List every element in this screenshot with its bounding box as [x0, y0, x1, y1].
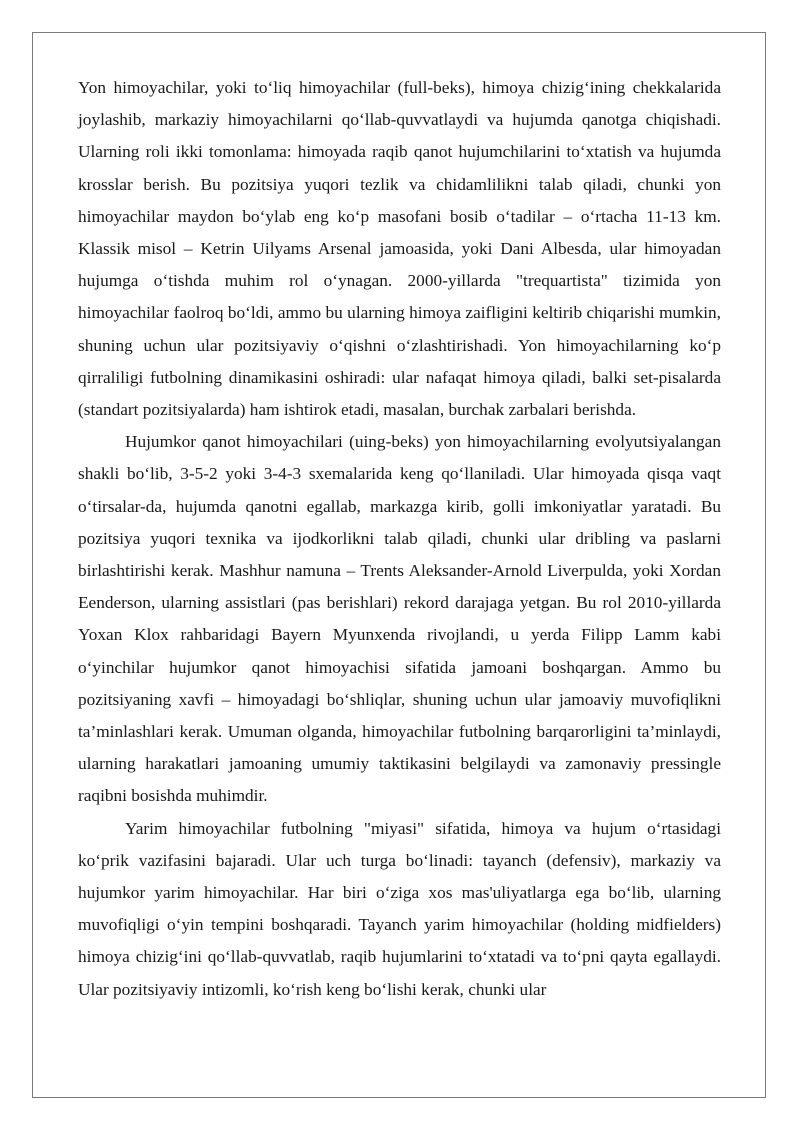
document-body	[78, 72, 721, 1006]
paragraph-wing-backs: Hujumkor qanot himoyachilari (uing-beks) yon himoyachilarning evolyutsiyalangan shakli bo‘lib, 3-5-2 yoki 3-4-3 sxemalarida keng qo‘llaniladi. Ular himoyada qisqa vaqt o‘tirsalar-da, hujumda qanotni egallab, markazga kirib, golli imkoniyatlar yaratadi. Bu pozitsiya yuqori texnika va ijodkorlikni talab qiladi, chunki ular dribling va paslarni birlashtirishi kerak. Mashhur namuna – Trents Aleksander-Arnold Liverpulda, yoki Xordan Eenderson, ularning assistlari (pas berishlari) rekord darajaga yetgan. Bu rol 2010-yillarda Yoxan Klox rahbaridagi Bayern Myunxenda rivojlandi, u yerda Filipp Lamm kabi o‘yinchilar hujumkor qanot himoyachisi sifatida jamoani boshqargan. Ammo bu pozitsiyaning xavfi – himoyadagi bo‘shliqlar, shuning uchun ular jamoaviy muvofiqlikni ta’minlashlari kerak. Umuman olganda, himoyachilar futbolning barqarorligini ta’minlaydi, ularning harakatlari jamoaning umumiy taktikasini belgilaydi va zamonaviy pressingle raqibni bosishda muhimdir.	[78, 432, 721, 806]
paragraph-full-backs: Yon himoyachilar, yoki to‘liq himoyachilar (full-beks), himoya chizig‘ining chekkalarida joylashib, markaziy himoyachilarni qo‘llab-quvvatlaydi va hujumda qanotga chiqishadi. Ularning roli ikki tomonlama: himoyada raqib qanot hujumchilarini to‘xtatish va hujumda krosslar berish. Bu pozitsiya yuqori tezlik va chidamlilikni talab qiladi, chunki yon himoyachilar maydon bo‘ylab eng ko‘p masofani bosib o‘tadilar – o‘rtacha 11-13 km. Klassik misol – Ketrin Uilyams Arsenal jamoasida, yoki Dani Albesda, ular himoyadan hujumga o‘tishda muhim rol o‘ynagan. 2000-yillarda "trequartista" tizimida yon himoyachilar faolroq bo‘ldi, ammo bu ularning himoya zaifligini keltirib chiqarishi mumkin, shuning uchun ular pozitsiyaviy o‘qishni o‘zlashtirishadi. Yon himoyachilarning ko‘p qirraliligi futbolning dinamikasini oshiradi: ular nafaqat himoya qiladi, balki set-pisalarda (standart pozitsiyalarda) ham ishtirok etadi, masalan, burchak zarbalari berishda.	[78, 78, 721, 420]
paragraph-midfielders: Yarim himoyachilar futbolning "miyasi" sifatida, himoya va hujum o‘rtasidagi ko‘prik vazifasini bajaradi. Ular uch turga bo‘linadi: tayanch (defensiv), markaziy va hujumkor yarim himoyachilar. Har biri o‘ziga xos mas'uliyatlarga ega bo‘lib, ularning muvofiqligi o‘yin tempini boshqaradi. Tayanch yarim himoyachilar (holding midfielders) himoya chizig‘ini qo‘llab-quvvatlab, raqib hujumlarini to‘xtatadi va to‘pni qayta egallaydi. Ular pozitsiyaviy intizomli, ko‘rish keng bo‘lishi kerak, chunki ular	[78, 818, 721, 999]
